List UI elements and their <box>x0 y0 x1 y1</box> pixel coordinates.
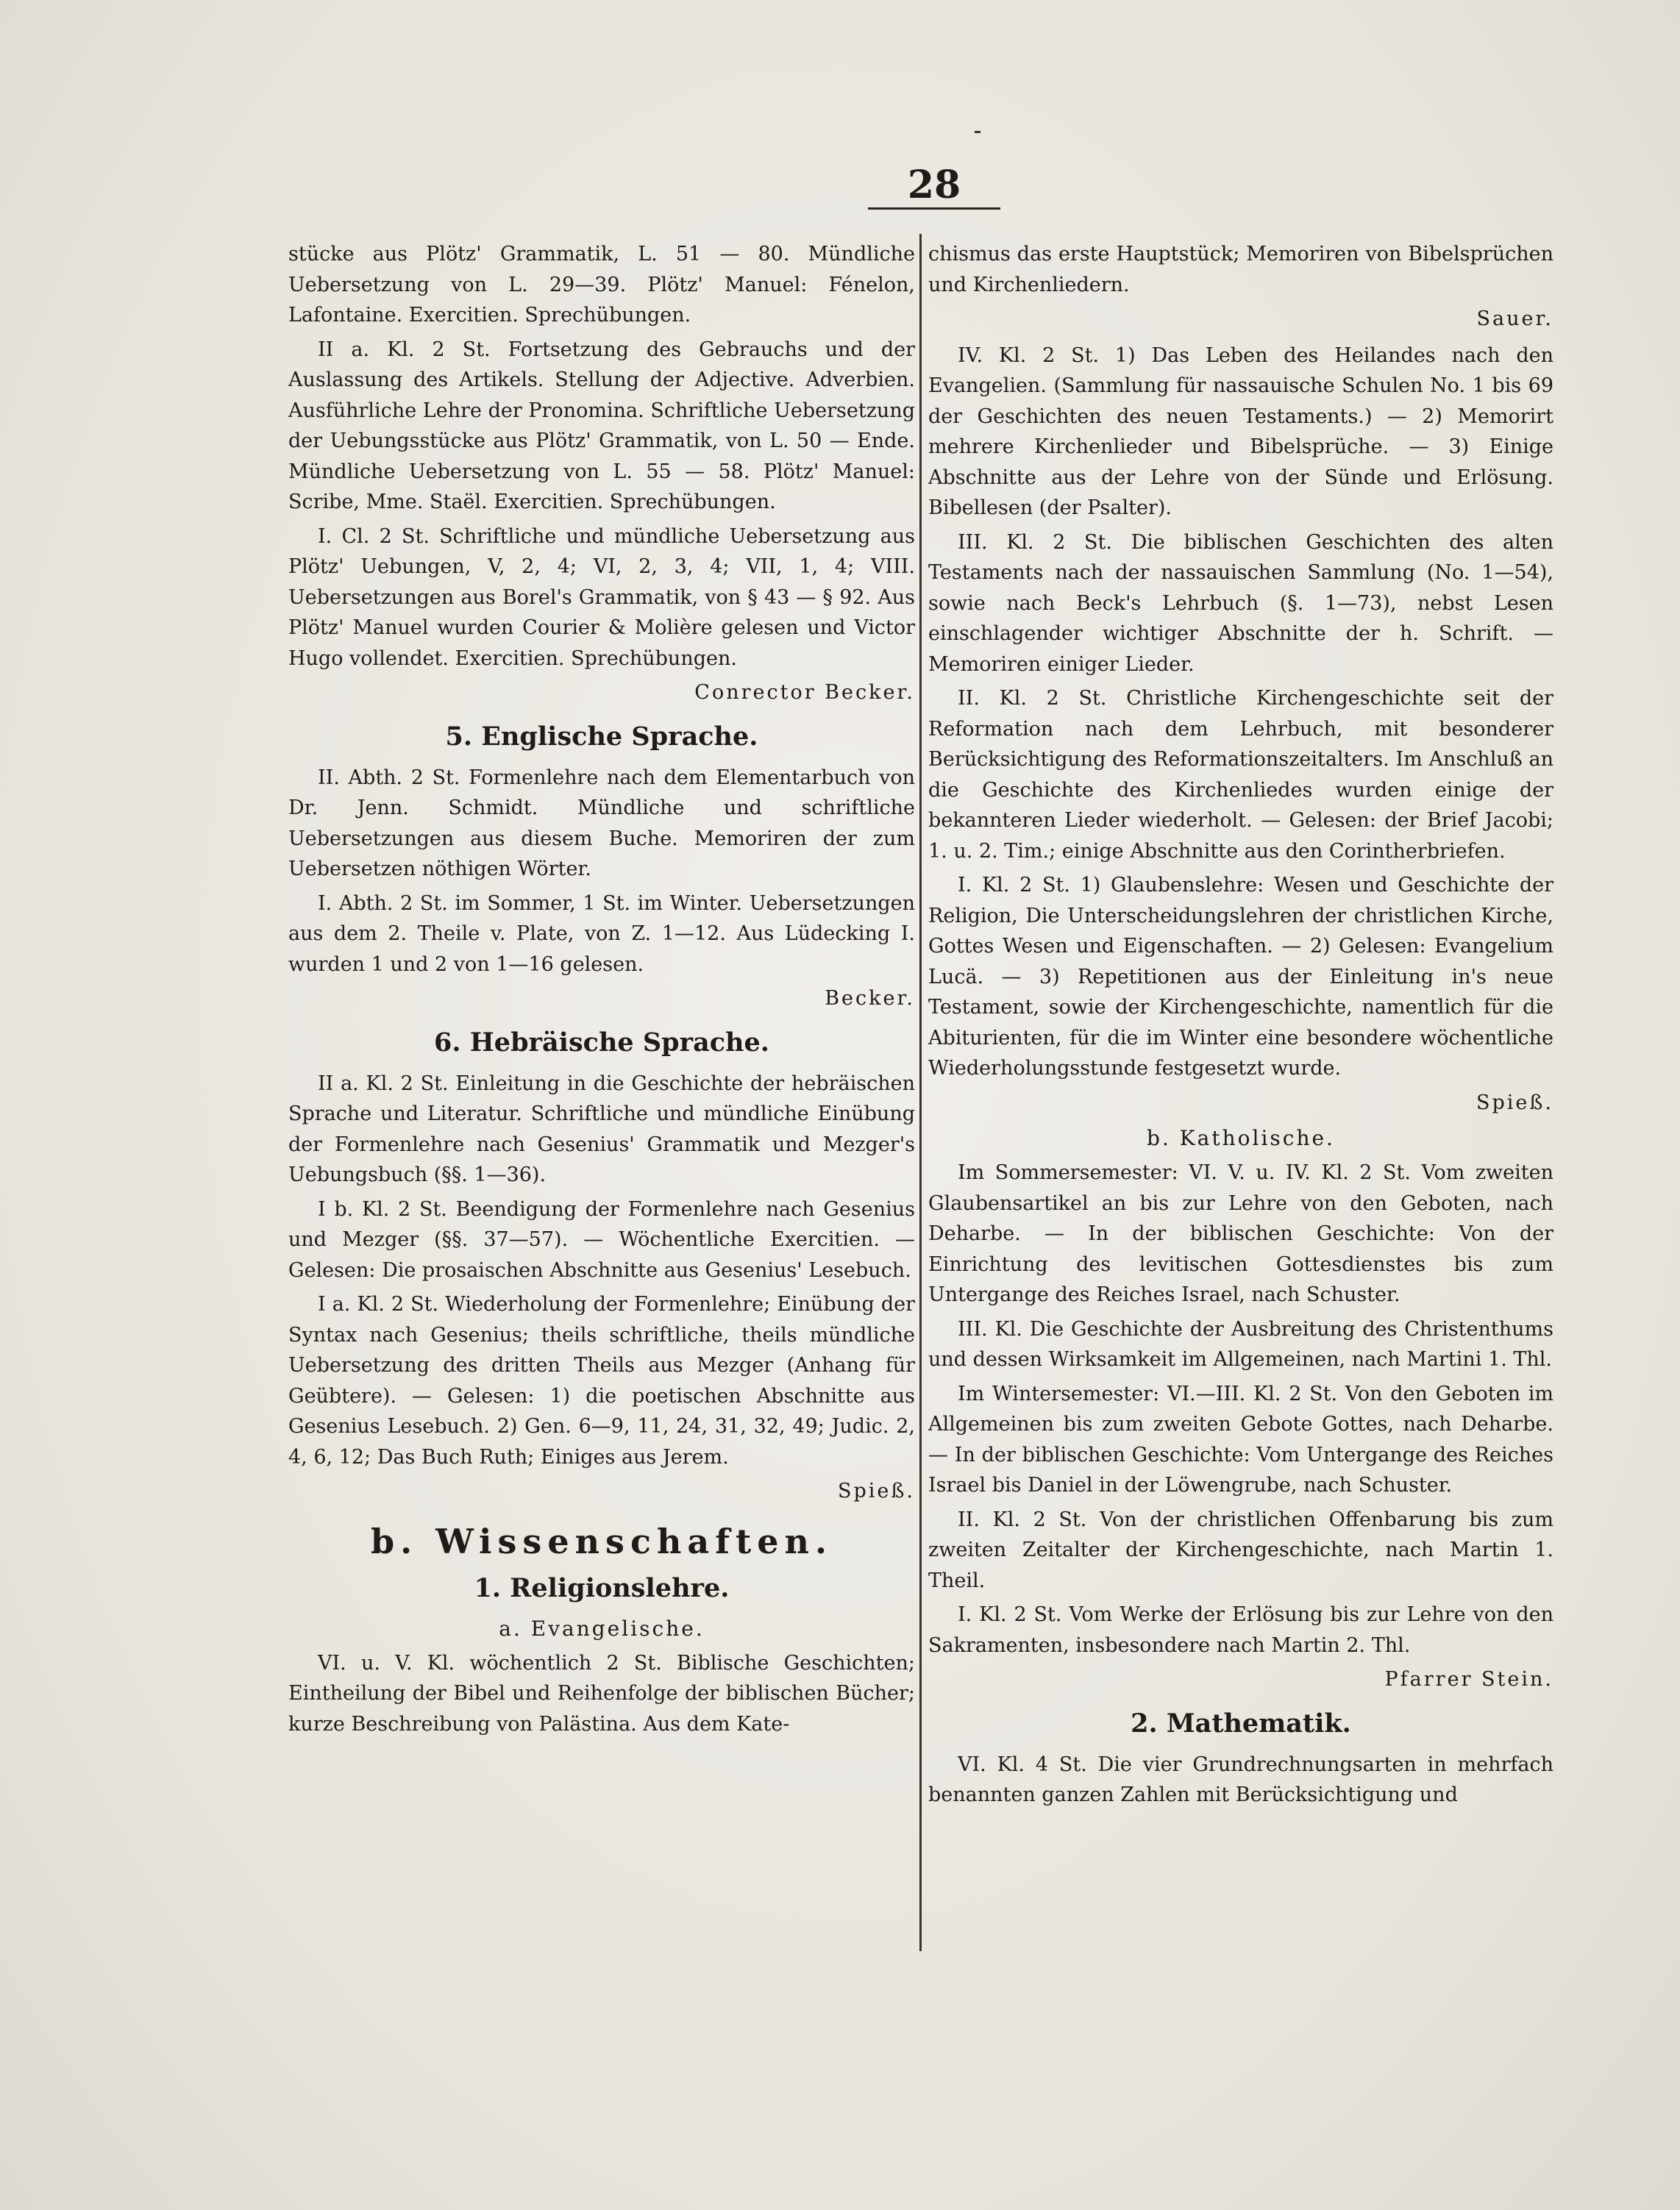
subsection-heading: b. Katholische. <box>1147 1126 1335 1150</box>
paragraph: II. Kl. 2 St. Christliche Kirchengeschichte seit der Reformation nach dem Lehrbuch, mit besonderer Berücksichtigung des Reformationszeitalters. Im Anschluß an die Geschichte des Kirchenliedes wurden einige der bekannteren Lieder wiederholt. — Gelesen: der Brief Jacobi; 1. u. 2. Tim.; einige Abschnitte aus den Corintherbriefen. <box>928 687 1553 863</box>
paragraph: III. Kl. Die Geschichte der Ausbreitung des Christenthums und dessen Wirksamkeit im Allgemeinen, nach Martini 1. Thl. <box>928 1317 1553 1371</box>
part-heading: b. Wissenschaften. <box>371 1521 833 1561</box>
signature: Spieß. <box>837 1480 915 1503</box>
paragraph: I. Kl. 2 St. Vom Werke der Erlösung bis zur Lehre von den Sakramenten, insbesondere nach Martin 2. Thl. <box>928 1603 1553 1657</box>
paragraph: chismus das erste Hauptstück; Memoriren von Bibelsprüchen und Kirchenliedern. <box>928 243 1553 296</box>
paragraph: II. Abth. 2 St. Formenlehre nach dem Elementarbuch von Dr. Jenn. Schmidt. Mündliche und schriftliche Uebersetzungen aus diesem Buche. Memoriren der zum Uebersetzen nöthigen Wörter. <box>288 766 915 880</box>
section-heading: 5. Englische Sprache. <box>445 721 758 752</box>
signature: Pfarrer Stein. <box>1384 1668 1553 1691</box>
paragraph: VI. u. V. Kl. wöchentlich 2 St. Biblische Geschichten; Eintheilung der Bibel und Reihenfolge der biblischen Bücher; kurze Beschreibung von Palästina. Aus dem Kate- <box>288 1651 915 1736</box>
paragraph: Im Wintersemester: VI.—III. Kl. 2 St. Von den Geboten im Allgemeinen bis zum zweiten Gebote Gottes, nach Deharbe. — In der biblischen Geschichte: Vom Untergange des Reiches Israel bis Daniel in der Löwengrube, nach Schuster. <box>928 1382 1553 1497</box>
paragraph: I a. Kl. 2 St. Wiederholung der Formenlehre; Einübung der Syntax nach Gesenius; theils schriftliche, theils mündliche Uebersetzung des dritten Theils aus Mezger (Anhang für Geübtere). — Gelesen: 1) die poetischen Abschnitte aus Gesenius Lesebuch. 2) Gen. 6—9, 11, 24, 31, 32, 49; Judic. 2, 4, 6, 12; Das Buch Ruth; Einiges aus Jerem. <box>288 1293 915 1469</box>
section-heading: 2. Mathematik. <box>1131 1708 1351 1739</box>
column-divider <box>919 234 922 1951</box>
paragraph: I. Abth. 2 St. im Sommer, 1 St. im Winter. Uebersetzungen aus dem 2. Theile v. Plate, von Z. 1—12. Aus Lüdecking I. wurden 1 und 2 von 1—16 gelesen. <box>288 891 915 976</box>
paragraph: I. Kl. 2 St. 1) Glaubenslehre: Wesen und Geschichte der Religion, Die Unterscheidungslehren der christlichen Kirche, Gottes Wesen und Eigenschaften. — 2) Gelesen: Evangelium Lucä. — 3) Repetitionen aus der Einleitung in's neue Testament, sowie der Kirchengeschichte, namentlich für die Abiturienten, für die im Winter eine besondere wöchentliche Wiederholungsstunde festgesetzt wurde. <box>928 874 1553 1080</box>
left-column <box>288 239 915 1743</box>
signature: Conrector Becker. <box>694 681 915 704</box>
page-number: 28 <box>907 163 961 207</box>
section-heading: 1. Religionslehre. <box>474 1572 730 1603</box>
page-number-rule <box>868 207 1000 210</box>
paragraph: VI. Kl. 4 St. Die vier Grundrechnungsarten in mehrfach benannten ganzen Zahlen mit Berücksichtigung und <box>928 1753 1553 1806</box>
section-heading: 6. Hebräische Sprache. <box>434 1027 769 1058</box>
paragraph: II a. Kl. 2 St. Fortsetzung des Gebrauchs und der Auslassung des Artikels. Stellung der Adjective. Adverbien. Ausführliche Lehre der Pronomina. Schriftliche Uebersetzung der Uebungsstücke aus Plötz' Grammatik, von L. 50 — Ende. Mündliche Uebersetzung von L. 55 — 58. Plötz' Manuel: Scribe, Mme. Staël. Exercitien. Sprechübungen. <box>288 338 915 513</box>
right-column <box>928 239 1553 1814</box>
paragraph: III. Kl. 2 St. Die biblischen Geschichten des alten Testaments nach der nassauischen Sammlung (No. 1—54), sowie nach Beck's Lehrbuch (§. 1—73), nebst Lesen einschlagender wichtiger Abschnitte der h. Schrift. — Memoriren einiger Lieder. <box>928 530 1553 676</box>
paragraph: II. Kl. 2 St. Von der christlichen Offenbarung bis zum zweiten Zeitalter der Kirchengeschichte, nach Martin 1. Theil. <box>928 1508 1553 1592</box>
paragraph: stücke aus Plötz' Grammatik, L. 51 — 80. Mündliche Uebersetzung von L. 29—39. Plötz' Manuel: Fénelon, Lafontaine. Exercitien. Sprechübungen. <box>288 243 915 327</box>
paragraph: I b. Kl. 2 St. Beendigung der Formenlehre nach Gesenius und Mezger (§§. 37—57). — Wöchentliche Exercitien. — Gelesen: Die prosaischen Abschnitte aus Gesenius' Lesebuch. <box>288 1197 915 1282</box>
paragraph: Im Sommersemester: VI. V. u. IV. Kl. 2 St. Vom zweiten Glaubensartikel an bis zur Lehre von den Geboten, nach Deharbe. — In der biblischen Geschichte: Von der Einrichtung des levitischen Gottesdienstes bis zum Untergange des Reiches Israel, nach Schuster. <box>928 1161 1553 1306</box>
subsection-heading: a. Evangelische. <box>499 1616 705 1641</box>
signature: Becker. <box>825 987 915 1010</box>
paragraph: IV. Kl. 2 St. 1) Das Leben des Heilandes nach den Evangelien. (Sammlung für nassauische Schulen No. 1 bis 69 der Geschichten des neuen Testaments.) — 2) Memorirt mehrere Kirchenlieder und Bibelsprüche. — 3) Einige Abschnitte aus der Lehre von der Sünde und Erlösung. Bibellesen (der Psalter). <box>928 343 1553 519</box>
signature: Spieß. <box>1476 1091 1553 1114</box>
paragraph: I. Cl. 2 St. Schriftliche und mündliche Uebersetzung aus Plötz' Uebungen, V, 2, 4; VI, 2, 3, 4; VII, 1, 4; VIII. Uebersetzungen aus Borel's Grammatik, von § 43 — § 92. Aus Plötz' Manuel wurden Courier & Molière gelesen und Victor Hugo vollendet. Exercitien. Sprechübungen. <box>288 524 915 670</box>
paragraph: II a. Kl. 2 St. Einleitung in die Geschichte der hebräischen Sprache und Literatur. Schriftliche und mündliche Einübung der Formenlehre nach Gesenius' Grammatik und Mezger's Uebungsbuch (§§. 1—36). <box>288 1072 915 1186</box>
signature: Sauer. <box>1476 307 1553 330</box>
top-mark <box>975 131 980 133</box>
